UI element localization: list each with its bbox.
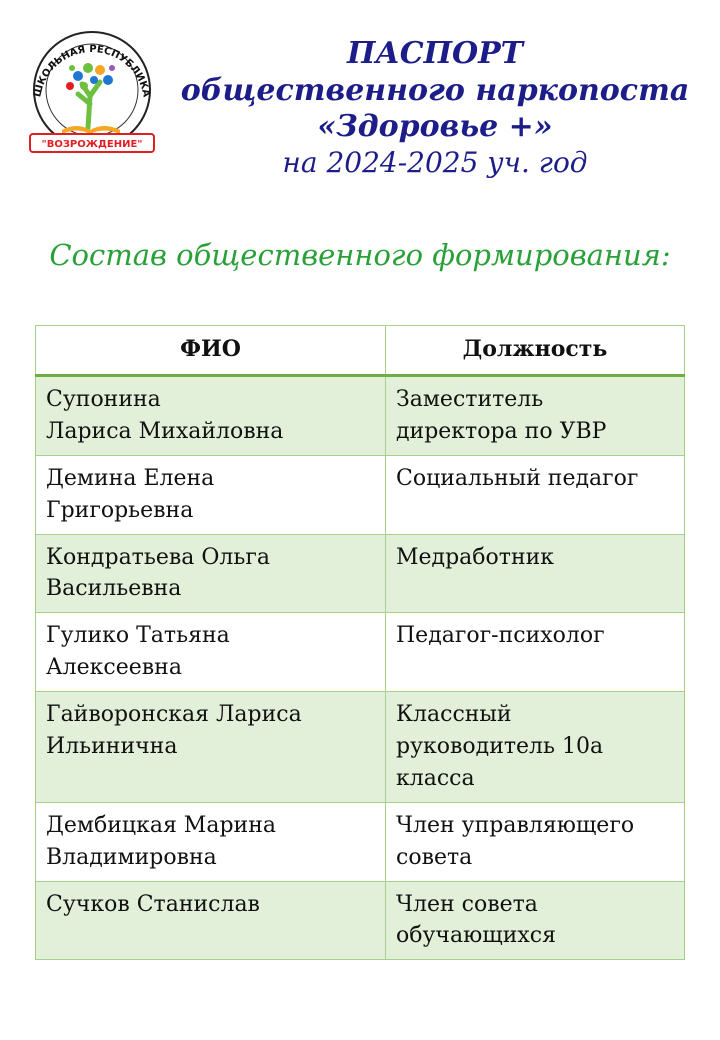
table-row xyxy=(36,802,685,881)
document-title xyxy=(170,36,700,180)
table-row xyxy=(36,534,685,613)
title-line-2: общественного наркопоста xyxy=(180,72,690,108)
name-cell: Демина Елена Григорьевна xyxy=(36,455,386,534)
position-cell: Член совета обучающихся xyxy=(386,881,685,960)
name-cell: Гайворонская Лариса Ильинична xyxy=(36,692,386,803)
members-table xyxy=(35,325,685,960)
position-cell: Педагог-психолог xyxy=(386,613,685,692)
name-cell: Дембицкая Марина Владимировна xyxy=(36,802,386,881)
position-cell: Классный руководитель 10а класса xyxy=(386,692,685,803)
column-header-position: Должность xyxy=(386,326,685,376)
table-header-row xyxy=(36,326,685,376)
logo-arc-text: ШКОЛЬНАЯ РЕСПУБЛИКА xyxy=(32,43,152,99)
column-header-name: ФИО xyxy=(36,326,386,376)
position-cell: Член управляющего совета xyxy=(386,802,685,881)
title-line-3: «Здоровье +» xyxy=(317,109,553,145)
table-row xyxy=(36,376,685,456)
table-row xyxy=(36,613,685,692)
name-cell: Супонина Лариса Михайловна xyxy=(36,376,386,456)
position-cell: Социальный педагог xyxy=(386,455,685,534)
name-cell: Гулико Татьяна Алексеевна xyxy=(36,613,386,692)
table-row xyxy=(36,692,685,803)
school-logo xyxy=(22,24,162,156)
name-cell: Кондратьева Ольга Васильевна xyxy=(36,534,386,613)
name-cell: Сучков Станислав xyxy=(36,881,386,960)
title-line-4: на 2024-2025 уч. год xyxy=(282,145,588,179)
title-line-1: ПАСПОРТ xyxy=(346,36,523,71)
position-cell: Заместитель директора по УВР xyxy=(386,376,685,456)
logo-banner-text: "ВОЗРОЖДЕНИЕ" xyxy=(41,139,143,150)
table-row xyxy=(36,455,685,534)
position-cell: Медработник xyxy=(386,534,685,613)
table-row xyxy=(36,881,685,960)
section-subtitle: Состав общественного формирования: xyxy=(49,238,671,272)
